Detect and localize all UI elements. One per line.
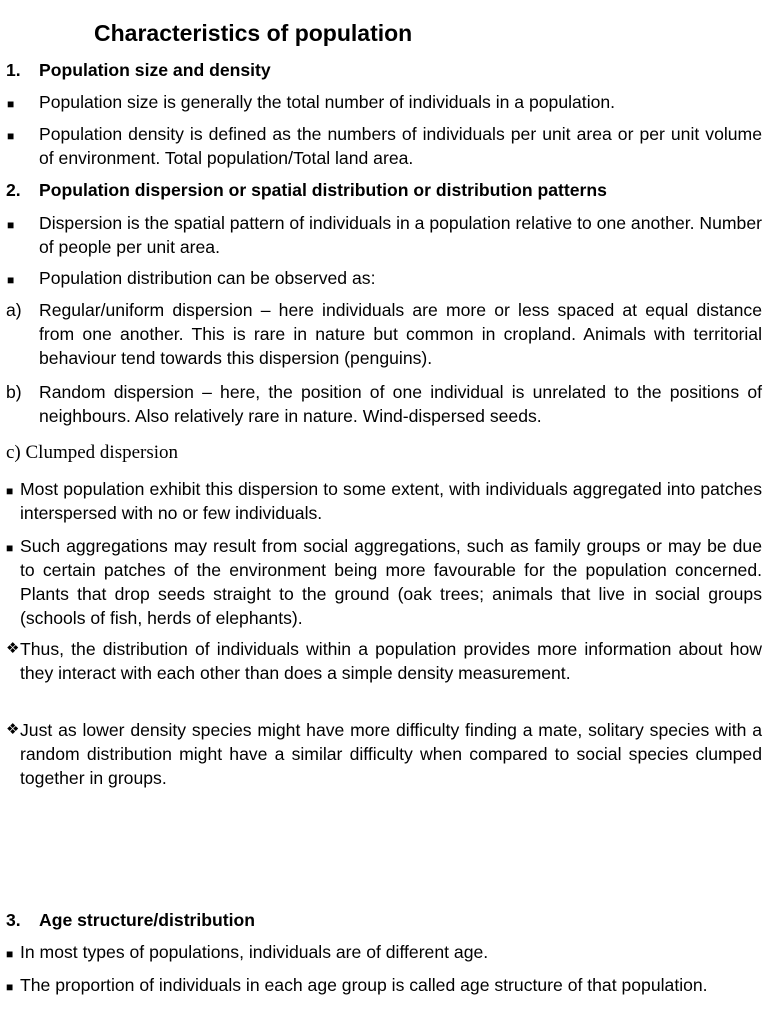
square-bullet-icon: ■ — [7, 129, 15, 143]
section-3-heading — [6, 908, 762, 932]
square-bullet-icon: ■ — [6, 947, 14, 961]
square-bullet-icon: ■ — [7, 273, 15, 287]
list-item — [6, 122, 762, 170]
list-item — [6, 266, 762, 290]
section-1-heading — [6, 58, 762, 82]
diamond-bullet-2: Just as lower density species might have more difficulty finding a mate, solitary species with a random distribution might have a similar difficulty when compared to social species clumped together in groups. — [20, 720, 762, 788]
section-2-bullet-2: Population distribution can be observed as: — [39, 268, 376, 288]
clumped-bullet-1: Most population exhibit this dispersion to some extent, with individuals aggregated into patches interspersed with no or few individuals. — [20, 479, 762, 523]
item-a-text: Regular/uniform dispersion – here individuals are more or less spaced at equal distance from one another. This is rare in nature but common in cropland. Animals with territorial behaviour tend towards this dispersion (penguins). — [39, 300, 762, 368]
diamond-bullet-icon: ❖ — [6, 640, 20, 657]
item-c-heading: c) Clumped dispersion — [6, 442, 179, 463]
section-1-bullet-2: Population density is defined as the numbers of individuals per unit area or per unit volume of environment. Total population/Total land area. — [39, 124, 762, 168]
section-2-title: Population dispersion or spatial distribution or distribution patterns — [39, 180, 607, 200]
list-item — [6, 973, 762, 997]
list-item — [6, 534, 762, 630]
list-item — [6, 211, 762, 259]
item-a-marker: a) — [6, 300, 22, 320]
list-item — [6, 477, 762, 525]
list-item — [6, 940, 762, 964]
section-3-number: 3. — [6, 910, 21, 930]
section-1-number: 1. — [6, 60, 21, 80]
square-bullet-icon: ■ — [7, 218, 15, 232]
list-item — [6, 718, 762, 790]
list-item — [6, 380, 762, 428]
section-1-title: Population size and density — [39, 60, 271, 80]
diamond-bullet-icon: ❖ — [6, 721, 20, 738]
section-1-bullet-1: Population size is generally the total number of individuals in a population. — [39, 92, 616, 112]
item-b-text: Random dispersion – here, the position of one individual is unrelated to the positions of neighbours. Also relatively rare in nature. Wind-dispersed seeds. — [39, 382, 762, 426]
square-bullet-icon: ■ — [6, 541, 14, 555]
list-item — [6, 637, 762, 685]
item-b-marker: b) — [6, 382, 22, 402]
section-3-bullet-1: In most types of populations, individuals are of different age. — [20, 942, 489, 962]
square-bullet-icon: ■ — [7, 97, 15, 111]
square-bullet-icon: ■ — [6, 980, 14, 994]
section-3-bullet-2: The proportion of individuals in each age group is called age structure of that population. — [20, 975, 708, 995]
page-title: Characteristics of population — [94, 20, 413, 46]
clumped-bullet-2: Such aggregations may result from social aggregations, such as family groups or may be due to certain patches of the environment being more favourable for the population concerned. Plants that drop seeds straight to the ground (oak trees; animals that live in social groups (schools of fish, herds of elephants). — [20, 536, 762, 628]
square-bullet-icon: ■ — [6, 484, 14, 498]
list-item — [6, 90, 762, 114]
section-3-title: Age structure/distribution — [39, 910, 256, 930]
section-2-bullet-1: Dispersion is the spatial pattern of individuals in a population relative to one another. Number of people per unit area. — [39, 213, 762, 257]
section-2-heading — [6, 178, 762, 202]
diamond-bullet-1: Thus, the distribution of individuals within a population provides more information about how they interact with each other than does a simple density measurement. — [20, 639, 762, 683]
list-item — [6, 298, 762, 370]
section-2-number: 2. — [6, 180, 21, 200]
